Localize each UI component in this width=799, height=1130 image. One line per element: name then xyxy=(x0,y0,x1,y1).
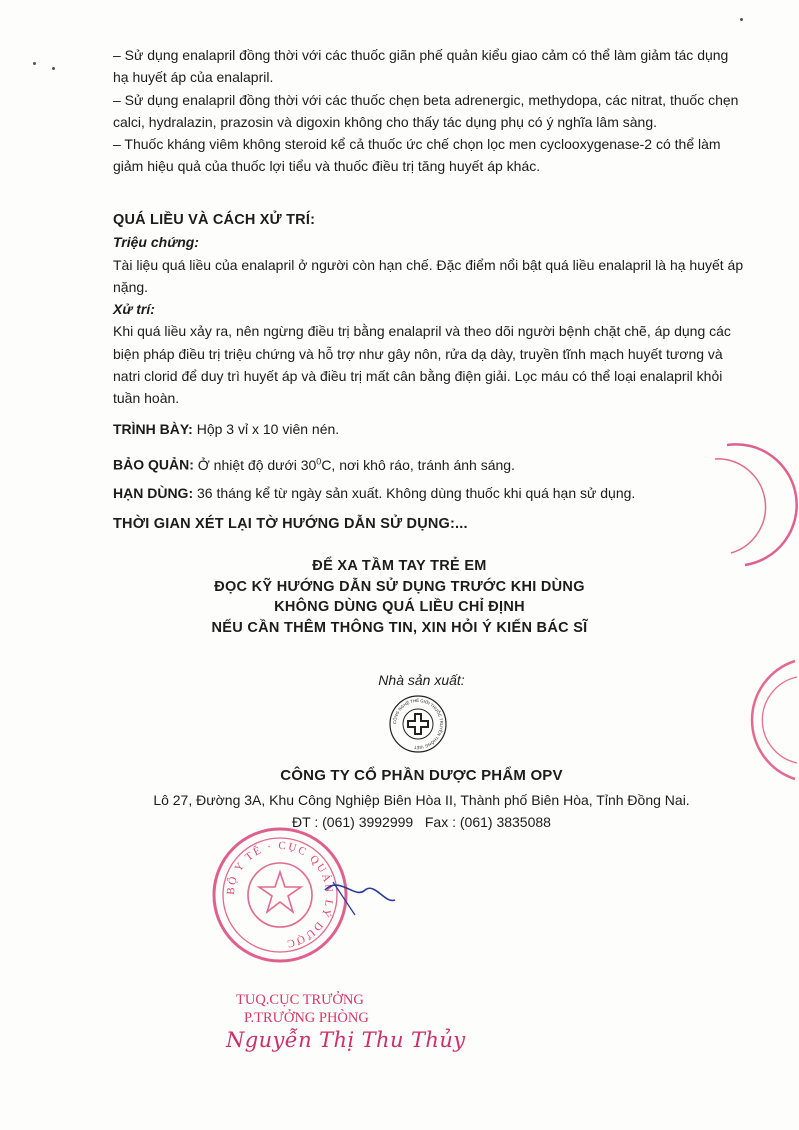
symptoms-label: Triệu chứng: xyxy=(113,234,199,251)
warning-line: ĐỂ XA TẦM TAY TRẺ EM xyxy=(312,558,487,574)
interactions-section xyxy=(113,44,745,178)
warning-line: ĐỌC KỸ HƯỚNG DẪN SỬ DỤNG TRƯỚC KHI DÙNG xyxy=(214,578,585,595)
warnings-block xyxy=(0,556,799,638)
treatment-label: Xử trí: xyxy=(113,301,155,318)
company-contact: ĐT : (061) 3992999 Fax : (061) 3835088 xyxy=(292,814,551,830)
scan-speck xyxy=(33,62,36,65)
presentation-line xyxy=(113,418,745,440)
interaction-item: – Sử dụng enalapril đồng thời với các thuốc giãn phế quản kiểu giao cảm có thể làm giảm tác dụng hạ huyết áp của enalapril. xyxy=(113,47,729,86)
presentation-label: TRÌNH BÀY: xyxy=(113,421,193,437)
warning-line: NẾU CẦN THÊM THÔNG TIN, XIN HỎI Ý KIẾN BÁC SĨ xyxy=(211,619,588,636)
treatment-text: Khi quá liều xảy ra, nên ngừng điều trị bằng enalapril và theo dõi người bệnh chặt chẽ, áp dụng các biện pháp điều trị triệu chứng và hỗ trợ như gây nôn, rửa dạ dày, truyền tĩnh mạch huyết tương và natri clorid để duy trì huyết áp và điều trị mất cân bằng điện giải. Lọc máu có thể loại enalapril khỏi tuần hoàn. xyxy=(113,323,731,407)
approval-line-2: P.TRƯỞNG PHÒNG xyxy=(244,1010,369,1026)
expiry-text: 36 tháng kể từ ngày sản xuất. Không dùng thuốc khi quá hạn sử dụng. xyxy=(197,485,636,501)
approver-signature-name: Nguyễn Thị Thu Thủy xyxy=(226,1028,466,1052)
storage-label: BẢO QUẢN: xyxy=(113,456,194,473)
manufacturer-label: Nhà sản xuất: xyxy=(378,672,465,688)
scan-speck xyxy=(52,67,55,70)
company-name: CÔNG TY CỔ PHẦN DƯỢC PHẨM OPV xyxy=(280,767,563,784)
storage-text: Ở nhiệt độ dưới $30^0C$, nơi khô ráo, tránh ánh sáng. xyxy=(197,456,515,473)
scan-speck xyxy=(740,18,743,21)
expiry-line xyxy=(113,482,745,504)
svg-text:CÔNG NGHỆ THẾ GIỚI THUỐC TRUYỀ: CÔNG NGHỆ THẾ GIỚI THUỐC TRUYỀN THỐNG VIỆT xyxy=(391,697,445,751)
interaction-item: – Sử dụng enalapril đồng thời với các thuốc chẹn beta adrenergic, methydopa, các nitrat, thuốc chẹn calci, hydralazin, prazosin và digoxin không cho thấy tác dụng phụ có ý nghĩa lâm sàng. xyxy=(113,91,739,130)
partial-stamp-mark xyxy=(705,435,799,575)
manufacturer-logo-icon xyxy=(388,694,448,754)
presentation-text: Hộp 3 vỉ x 10 viên nén. xyxy=(196,421,340,437)
approval-line-1: TUQ.CỤC TRƯỞNG xyxy=(236,992,364,1008)
company-address: Lô 27, Đường 3A, Khu Công Nghiệp Biên Hòa II, Thành phố Biên Hòa, Tỉnh Đồng Nai. xyxy=(153,792,690,808)
svg-text:BỘ Y TẾ · CỤC QUẢN LÝ DƯỢC: BỘ Y TẾ · CỤC QUẢN LÝ DƯỢC xyxy=(224,839,336,950)
review-time: THỜI GIAN XÉT LẠI TỜ HƯỚNG DẪN SỬ DỤNG:... xyxy=(113,516,468,532)
ministry-stamp xyxy=(205,820,405,980)
partial-stamp-mark xyxy=(725,655,799,785)
symptoms-text: Tài liệu quá liều của enalapril ở người còn hạn chế. Đặc điểm nổi bật quá liều enalapril là hạ huyết áp nặng. xyxy=(113,256,744,295)
storage-line xyxy=(113,450,745,476)
overdose-heading: QUÁ LIỀU VÀ CÁCH XỬ TRÍ: xyxy=(113,212,316,228)
interaction-item: – Thuốc kháng viêm không steroid kể cả thuốc ức chế chọn lọc men cyclooxygenase-2 có thể làm giảm hiệu quả của thuốc lợi tiểu và thuốc điều trị tăng huyết áp khác. xyxy=(113,136,721,175)
warning-line: KHÔNG DÙNG QUÁ LIỀU CHỈ ĐỊNH xyxy=(274,599,525,616)
expiry-label: HẠN DÙNG: xyxy=(113,485,194,501)
overdose-section xyxy=(113,209,745,410)
